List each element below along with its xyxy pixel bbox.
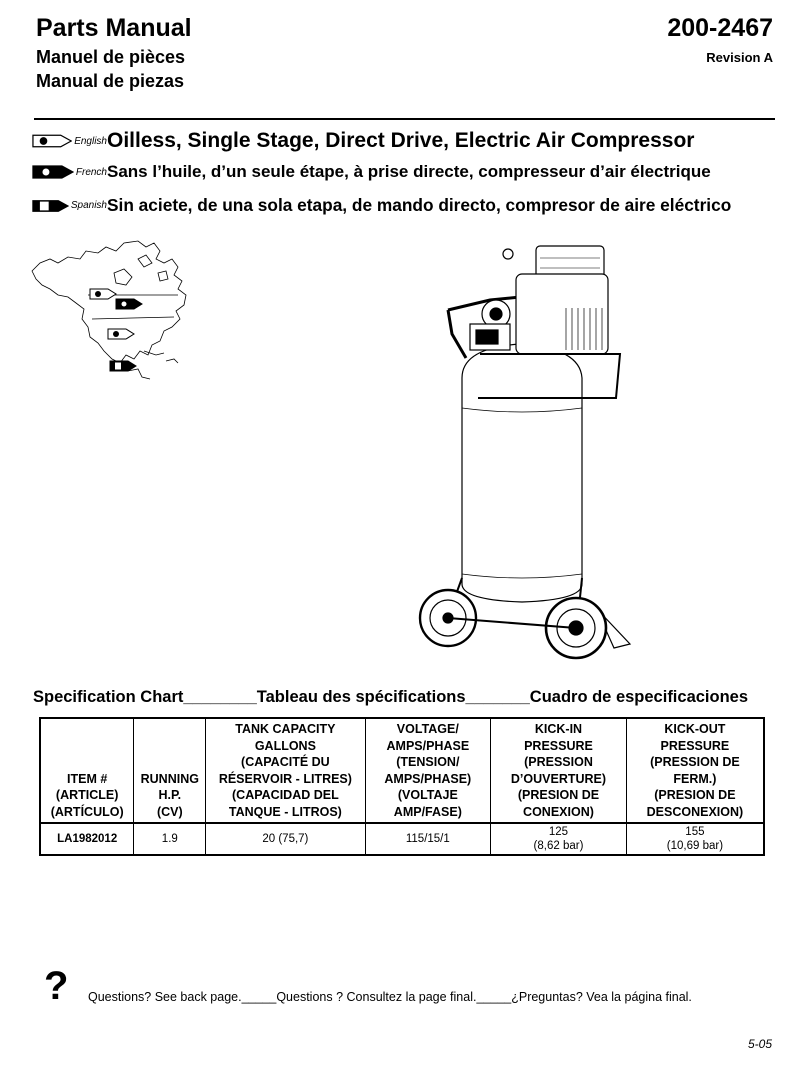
air-compressor-illustration — [400, 238, 660, 668]
table-header-row — [40, 718, 764, 823]
page-code: 5-05 — [747, 1037, 772, 1051]
product-title-spanish: Sin aciete, de una sola etapa, de mando directo, compresor de aire eléctrico — [107, 195, 732, 215]
english-badge — [32, 131, 107, 151]
table-row — [40, 823, 764, 855]
language-row-spanish — [32, 195, 731, 216]
spanish-badge-label: Spanish — [70, 200, 107, 211]
french-badge-label: French — [75, 166, 107, 178]
spanish-badge — [32, 196, 107, 216]
language-row-english — [32, 129, 694, 153]
header-divider — [34, 118, 775, 120]
question-mark-icon: ? — [44, 964, 69, 1008]
manual-title-spanish: Manual de piezas — [36, 71, 185, 91]
document-number: 200-2467 — [667, 14, 773, 42]
english-flag-icon — [32, 134, 72, 148]
product-title-french: Sans l’huile, d’un seule étape, à prise directe, compresseur d’air électrique — [107, 162, 711, 181]
cell-tank-capacity: 20 (75,7) — [206, 823, 365, 855]
specification-table — [39, 717, 765, 856]
english-badge-label: English — [74, 135, 107, 147]
revision-label: Revision A — [706, 50, 773, 65]
cell-kick-out: 155 (10,69 bar) — [626, 823, 764, 855]
cell-kick-in: 125 (8,62 bar) — [491, 823, 627, 855]
manual-title-french: Manuel de pièces — [36, 47, 186, 67]
cell-item: LA1982012 — [40, 823, 134, 855]
questions-note: Questions? See back page._____Questions ? Consultez la page final._____¿Preguntas? Vea la página final. — [88, 990, 692, 1004]
header-voltage: VOLTAGE/ AMPS/PHASE (TENSION/ AMPS/PHASE) (VOLTAJE AMP/FASE) — [365, 718, 491, 823]
north-america-map-illustration — [28, 233, 198, 383]
french-badge — [32, 162, 107, 182]
manual-title-english: Parts Manual — [36, 14, 192, 42]
cell-running-hp: 1.9 — [134, 823, 206, 855]
header-running-hp: RUNNING H.P. (CV) — [134, 718, 206, 823]
specification-chart-heading: Specification Chart________Tableau des spécifications_______Cuadro de especificaciones — [33, 688, 749, 706]
header-item: ITEM # (ARTICLE) (ARTÍCULO) — [40, 718, 134, 823]
spanish-flag-icon — [32, 199, 69, 213]
language-row-french — [32, 162, 711, 182]
header-tank-capacity: TANK CAPACITY GALLONS (CAPACITÉ DU RÉSERVOIR - LITRES) (CAPACIDAD DEL TANQUE - LITROS) — [206, 718, 365, 823]
product-title-english: Oilless, Single Stage, Direct Drive, Electric Air Compressor — [107, 129, 695, 152]
header-kick-in: KICK-IN PRESSURE (PRESSION D’OUVERTURE) (PRESION DE CONEXION) — [491, 718, 627, 823]
cell-voltage: 115/15/1 — [365, 823, 491, 855]
header-kick-out: KICK-OUT PRESSURE (PRESSION DE FERM.) (PRESION DE DESCONEXION) — [626, 718, 764, 823]
french-flag-icon — [32, 165, 74, 179]
